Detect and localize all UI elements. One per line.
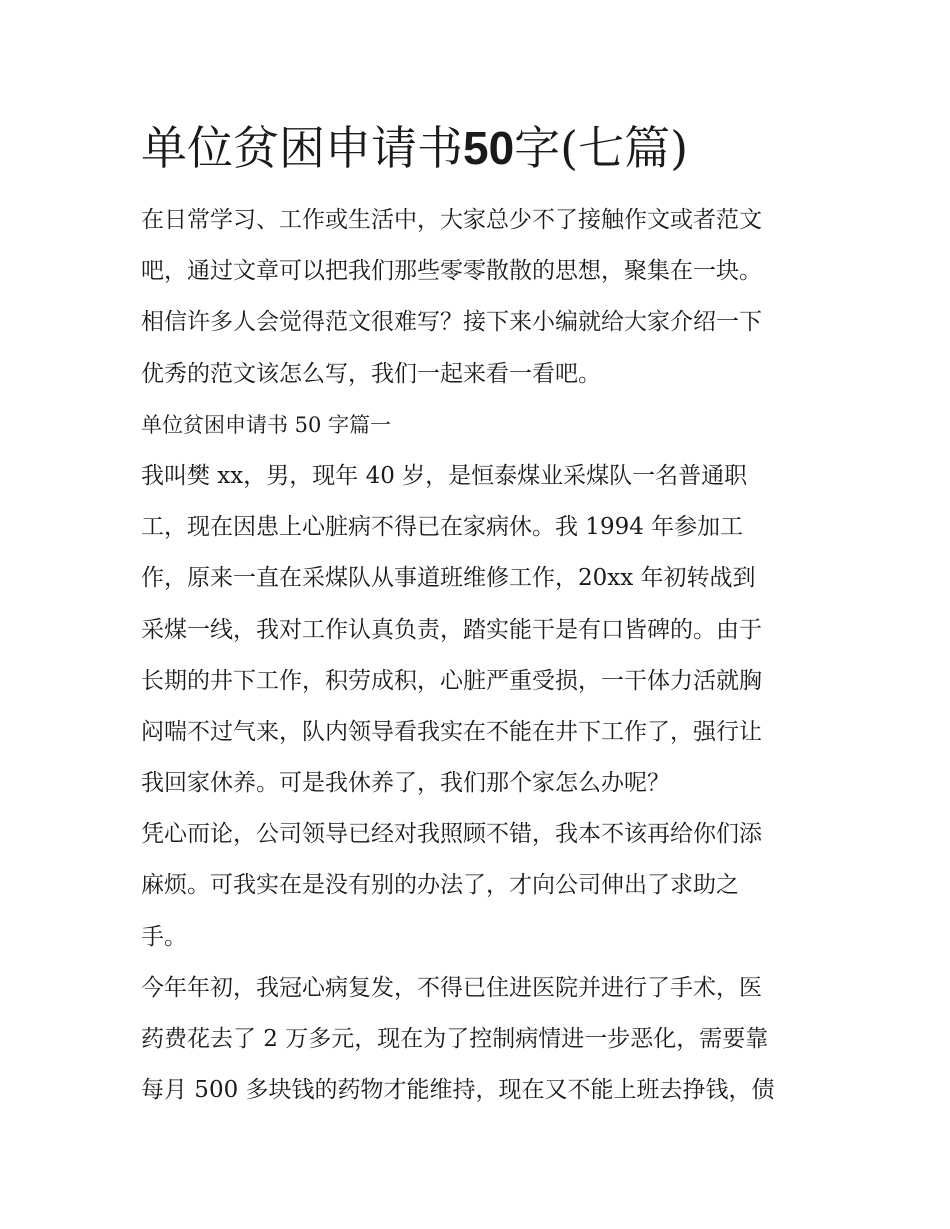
text-line: 药费花去了 2 万多元，现在为了控制病情进一步恶化，需要靠 [141,1026,769,1052]
text-line: 手。 [141,923,187,950]
text-line: 吧，通过文章可以把我们那些零零散散的思想，聚集在一块。 [141,258,762,285]
document-page [141,112,821,1116]
title-suffix: 字(七篇) [514,121,689,175]
text-line: 采煤一线，我对工作认真负责，踏实能干是有口皆碑的。由于 [141,616,762,643]
title-prefix: 单位贫困申请书 [141,121,463,175]
text-line: 闷喘不过气来，队内领导看我实在不能在井下工作了，强行让 [141,718,762,745]
document-body [141,195,821,1116]
section-heading: 单位贫困申请书 50 字篇一 [141,412,392,437]
text-line: 工，现在因患上心脏病不得已在家病休。我 1994 年参加工 [141,514,744,541]
text-line: 相信许多人会觉得范文很难写？接下来小编就给大家介绍一下 [141,309,762,336]
text-line: 在日常学习、工作或生活中，大家总少不了接触作文或者范文 [141,207,762,233]
document-title [141,112,821,184]
text-line: 我回家休养。可是我休养了，我们那个家怎么办呢？ [141,770,670,797]
text-line: 每月 500 多块钱的药物才能维持，现在又不能上班去挣钱，债 [141,1077,775,1104]
text-line: 凭心而论，公司领导已经对我照顾不错，我本不该再给你们添 [141,821,762,848]
text-line: 长期的井下工作，积劳成积，心脏严重受损，一干体力活就胸 [141,667,762,694]
title-number: 50 [463,122,515,174]
text-line: 我叫樊 xx，男，现年 40 岁，是恒泰煤业采煤队一名普通职 [141,462,748,489]
text-line: 今年年初，我冠心病复发，不得已住进医院并进行了手术，医 [141,974,762,1001]
text-line: 作，原来一直在采煤队从事道班维修工作，20xx 年初转战到 [141,565,756,592]
text-line: 麻烦。可我实在是没有别的办法了，才向公司伸出了求助之 [141,872,739,899]
text-line: 优秀的范文该怎么写，我们一起来看一看吧。 [141,360,601,387]
